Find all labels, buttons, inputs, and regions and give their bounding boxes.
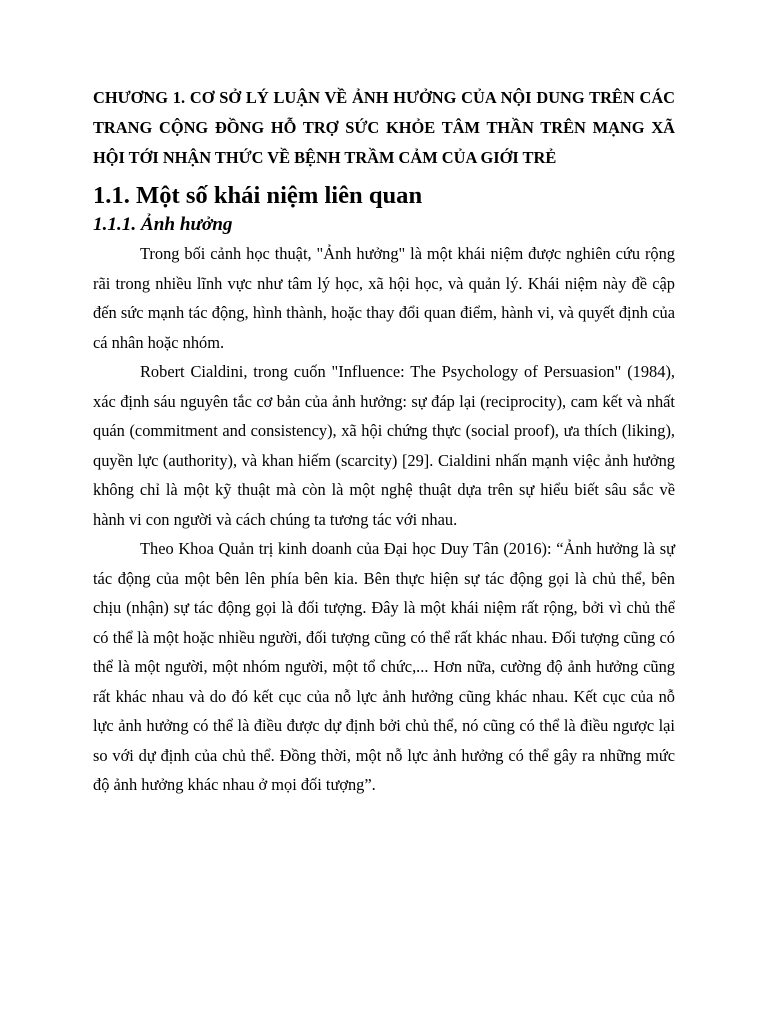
- chapter-title: CHƯƠNG 1. CƠ SỞ LÝ LUẬN VỀ ẢNH HƯỞNG CỦA NỘI DUNG TRÊN CÁC TRANG CỘNG ĐỒNG HỖ TRỢ SỨC KHỎE TÂM THẦN TRÊN MẠNG XÃ HỘI TỚI NHẬN THỨC VỀ BỆNH TRẦM CẢM CỦA GIỚI TRẺ: [93, 88, 675, 167]
- document-page: [93, 83, 675, 800]
- paragraph-duy-tan: Theo Khoa Quản trị kinh doanh của Đại học Duy Tân (2016): “Ảnh hưởng là sự tác động của một bên lên phía bên kia. Bên thực hiện sự tác động gọi là chủ thể, bên chịu (nhận) sự tác động gọi là đối tượng. Đây là một khái niệm rất rộng, bởi vì chủ thể có thể là một hoặc nhiều người, đối tượng cũng có thể rất khác nhau. Đối tượng cũng có thể là một người, một nhóm người, một tổ chức,... Hơn nữa, cường độ ảnh hưởng cũng rất khác nhau và do đó kết cục của nỗ lực ảnh hưởng cũng khác nhau. Kết cục của nỗ lực ảnh hưởng có thể là điều được dự định bởi chủ thể, nó cũng có thể là điều ngược lại so với dự định của chủ thể. Đồng thời, một nỗ lực ảnh hưởng có thể gây ra những mức độ ảnh hưởng khác nhau ở mọi đối tượng”.: [93, 539, 675, 794]
- section-heading: 1.1. Một số khái niệm liên quan: [93, 182, 423, 209]
- paragraph-cialdini: Robert Cialdini, trong cuốn "Influence: The Psychology of Persuasion" (1984), xác định sáu nguyên tắc cơ bản của ảnh hưởng: sự đáp lại (reciprocity), cam kết và nhất quán (commitment and consistency), xã hội chứng thực (social proof), ưa thích (liking), quyền lực (authority), và khan hiếm (scarcity) [29]. Cialdini nhấn mạnh việc ảnh hưởng không chỉ là một kỹ thuật mà còn là một nghệ thuật dựa trên sự hiểu biết sâu sắc về hành vi con người và cách chúng ta tương tác với nhau.: [93, 362, 675, 529]
- paragraph-intro: Trong bối cảnh học thuật, "Ảnh hưởng" là một khái niệm được nghiên cứu rộng rãi trong nhiều lĩnh vực như tâm lý học, xã hội học, và quản lý. Khái niệm này đề cập đến sức mạnh tác động, hình thành, hoặc thay đổi quan điểm, hành vi, và quyết định của cá nhân hoặc nhóm.: [93, 244, 675, 352]
- subsection-heading: 1.1.1. Ảnh hưởng: [93, 214, 233, 235]
